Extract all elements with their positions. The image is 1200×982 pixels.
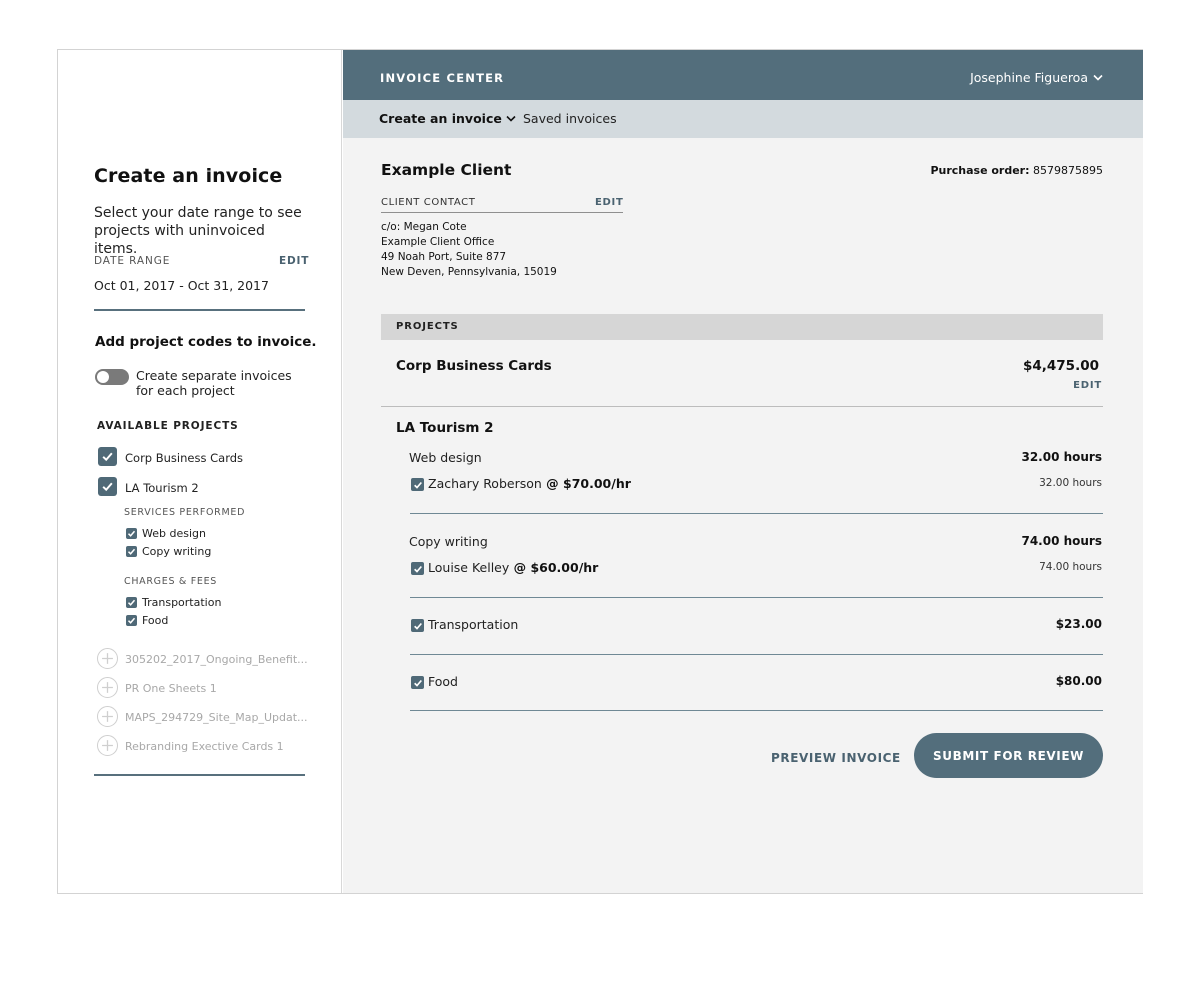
check-icon xyxy=(127,598,136,607)
purchase-order xyxy=(930,164,1103,177)
project-name: Corp Business Cards xyxy=(396,358,552,374)
date-range-value: Oct 01, 2017 - Oct 31, 2017 xyxy=(94,278,269,293)
checkbox-corp-business-cards[interactable] xyxy=(98,447,117,466)
check-icon xyxy=(413,678,423,688)
fee-label: Food xyxy=(428,674,458,689)
service-name: Web design xyxy=(409,450,482,465)
purchase-order-label: Purchase order: xyxy=(930,164,1030,177)
chevron-down-icon xyxy=(506,115,516,122)
check-icon xyxy=(127,616,136,625)
project-codes-heading: Add project codes to invoice. xyxy=(95,334,317,350)
main-panel xyxy=(343,50,1143,893)
checkbox-food[interactable] xyxy=(126,615,137,626)
staff-name: Louise Kelley xyxy=(428,560,510,575)
plus-icon xyxy=(101,710,114,723)
app-title: INVOICE CENTER xyxy=(380,71,505,85)
service-label: Web design xyxy=(142,527,206,540)
service-label: Copy writing xyxy=(142,545,212,558)
divider xyxy=(94,774,305,776)
divider xyxy=(381,406,1103,407)
service-name: Copy writing xyxy=(409,534,488,549)
plus-icon xyxy=(101,652,114,665)
project-amount: $4,475.00 xyxy=(1022,358,1099,374)
check-icon xyxy=(413,621,423,631)
purchase-order-value: 8579875895 xyxy=(1029,164,1103,177)
address-line: New Deven, Pennsylvania, 15019 xyxy=(381,266,557,278)
available-project-label: PR One Sheets 1 xyxy=(125,682,217,695)
services-performed-label: SERVICES PERFORMED xyxy=(124,507,246,518)
separate-invoices-toggle[interactable] xyxy=(95,369,129,385)
plus-icon xyxy=(101,739,114,752)
date-range-label: DATE RANGE xyxy=(94,255,171,267)
service-hours: 32.00 hours xyxy=(1021,450,1102,464)
divider xyxy=(410,710,1103,711)
sidebar-title: Create an invoice xyxy=(94,165,283,187)
toggle-knob xyxy=(97,371,109,383)
check-icon xyxy=(127,529,136,538)
nav-create-label: Create an invoice xyxy=(379,111,502,126)
staff-name: Zachary Roberson xyxy=(428,476,542,491)
checkbox-la-tourism-2[interactable] xyxy=(98,477,117,496)
fee-amount: $23.00 xyxy=(1055,617,1102,631)
checkbox-web-design[interactable] xyxy=(126,528,137,539)
checkbox-louise-kelley[interactable] xyxy=(411,562,424,575)
divider xyxy=(94,309,305,311)
charges-fees-label: CHARGES & FEES xyxy=(124,576,218,587)
date-range-edit-link[interactable]: EDIT xyxy=(279,255,310,267)
available-projects-label: AVAILABLE PROJECTS xyxy=(97,420,239,432)
projects-label: PROJECTS xyxy=(396,321,459,332)
add-project-button[interactable] xyxy=(97,648,118,669)
chevron-down-icon xyxy=(1093,74,1103,81)
app-window xyxy=(57,49,1143,894)
staff-line xyxy=(428,560,598,575)
checkbox-copy-writing[interactable] xyxy=(126,546,137,557)
divider xyxy=(410,654,1103,655)
add-project-button[interactable] xyxy=(97,677,118,698)
divider xyxy=(410,513,1103,514)
add-project-button[interactable] xyxy=(97,735,118,756)
check-icon xyxy=(413,564,423,574)
service-hours: 74.00 hours xyxy=(1021,534,1102,548)
project-label: LA Tourism 2 xyxy=(125,481,199,495)
charge-label: Food xyxy=(142,614,169,627)
plus-icon xyxy=(101,681,114,694)
staff-rate: @ $60.00/hr xyxy=(509,560,599,575)
preview-invoice-link[interactable]: PREVIEW INVOICE xyxy=(771,751,901,765)
sidebar-description: Select your date range to see projects with uninvoiced items. xyxy=(94,205,302,257)
user-menu[interactable] xyxy=(970,70,1103,85)
separate-invoices-label: Create separate invoices for each project xyxy=(136,368,292,398)
charge-label: Transportation xyxy=(142,596,222,609)
sub-nav xyxy=(343,100,1143,138)
nav-create-invoice[interactable] xyxy=(379,111,516,126)
fee-amount: $80.00 xyxy=(1055,674,1102,688)
nav-saved-invoices[interactable]: Saved invoices xyxy=(523,111,617,126)
available-project-label: MAPS_294729_Site_Map_Updat... xyxy=(125,711,308,724)
checkbox-transportation-fee[interactable] xyxy=(411,619,424,632)
staff-hours: 74.00 hours xyxy=(1039,561,1102,573)
divider xyxy=(381,212,623,213)
projects-header xyxy=(381,314,1103,340)
divider xyxy=(410,597,1103,598)
add-project-button[interactable] xyxy=(97,706,118,727)
checkbox-zachary-roberson[interactable] xyxy=(411,478,424,491)
check-icon xyxy=(127,547,136,556)
address-line: 49 Noah Port, Suite 877 xyxy=(381,251,507,263)
sidebar xyxy=(58,50,342,893)
staff-rate: @ $70.00/hr xyxy=(541,476,631,491)
address-line: c/o: Megan Cote xyxy=(381,221,467,233)
check-icon xyxy=(101,450,114,463)
submit-for-review-button[interactable]: SUBMIT FOR REVIEW xyxy=(914,733,1103,778)
client-address xyxy=(381,220,557,280)
client-name: Example Client xyxy=(381,161,512,179)
available-project-label: 305202_2017_Ongoing_Benefit... xyxy=(125,653,308,666)
top-bar xyxy=(343,50,1143,100)
client-contact-label: CLIENT CONTACT xyxy=(381,197,476,208)
project-name: LA Tourism 2 xyxy=(396,420,494,436)
check-icon xyxy=(413,480,423,490)
checkbox-food-fee[interactable] xyxy=(411,676,424,689)
fee-label: Transportation xyxy=(428,617,519,632)
project-edit-link[interactable]: EDIT xyxy=(1073,380,1102,391)
address-line: Example Client Office xyxy=(381,236,495,248)
check-icon xyxy=(101,480,114,493)
checkbox-transportation[interactable] xyxy=(126,597,137,608)
client-contact-edit-link[interactable]: EDIT xyxy=(595,197,624,208)
available-project-label: Rebranding Exective Cards 1 xyxy=(125,740,284,753)
staff-line xyxy=(428,476,631,491)
project-label: Corp Business Cards xyxy=(125,451,244,465)
staff-hours: 32.00 hours xyxy=(1039,477,1102,489)
user-name: Josephine Figueroa xyxy=(970,70,1088,85)
